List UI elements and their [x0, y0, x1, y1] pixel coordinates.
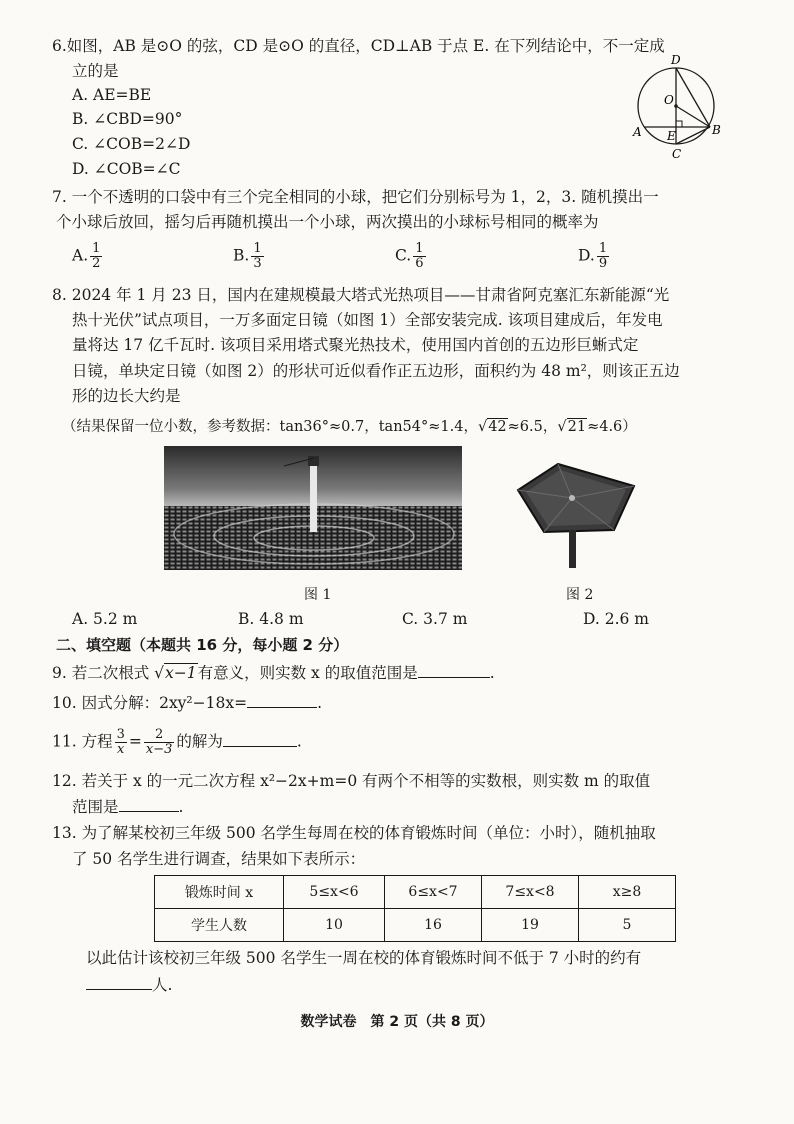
table-header: x≥8: [579, 876, 676, 909]
page-footer: 数学试卷 第 2 页（共 8 页）: [300, 1014, 494, 1030]
q8-option-c: C. 3.7 m: [402, 610, 468, 628]
q7-option-b: B. $\frac{1}{3}$: [233, 241, 262, 271]
table-row: [155, 909, 676, 942]
fraction: $\frac{1}{9}$: [598, 241, 608, 271]
table-header: 5≤x<6: [284, 876, 385, 909]
solar-field-photo: [164, 446, 462, 570]
table-cell: 5: [579, 909, 676, 942]
q8-line2: 热十光伏”试点项目，一万多面定日镜（如图 1）全部安装完成. 该项目建成后，年发电: [72, 311, 663, 329]
label-o: O: [664, 93, 674, 107]
q11: 11. 方程 $\frac{3}{x}$ = $\frac{2}{x-3}$ 的解为 .: [52, 727, 302, 757]
table-header: 6≤x<7: [385, 876, 482, 909]
q9: 9. 若二次根式 √x−1有意义，则实数 x 的取值范围是 .: [52, 664, 495, 682]
pentagon-mirror-photo: [514, 460, 638, 576]
fraction: $\frac{1}{3}$: [253, 241, 262, 271]
answer-blank[interactable]: [223, 732, 297, 747]
fraction: $\frac{1}{6}$: [415, 241, 424, 271]
fraction: $\frac{1}{2}$: [92, 241, 101, 271]
q8-option-a: A. 5.2 m: [72, 610, 138, 628]
q13-line4: 人.: [86, 974, 172, 996]
q12-line1: 12. 若关于 x 的一元二次方程 x²−2x+m=0 有两个不相等的实数根，则实数 m 的取值: [52, 772, 651, 790]
q10: 10. 因式分解：2xy²−18x= .: [52, 694, 323, 712]
q7-option-c: C. $\frac{1}{6}$: [395, 241, 424, 271]
q7-line1: 7. 一个不透明的口袋中有三个完全相同的小球，把它们分别标号为 1，2，3. 随机摸出一: [52, 188, 659, 206]
q7-option-d: D. $\frac{1}{9}$: [578, 241, 608, 271]
q6-option-d: D. ∠COB=∠C: [72, 160, 181, 178]
table-cell: 学生人数: [155, 909, 284, 942]
figure2-caption: 图 2: [566, 587, 594, 603]
q8-option-d: D. 2.6 m: [583, 610, 650, 628]
q6-option-c: C. ∠COB=2∠D: [72, 135, 191, 153]
q6-option-a: A. AE=BE: [72, 86, 152, 104]
answer-blank[interactable]: [119, 797, 179, 812]
table-header: 7≤x<8: [482, 876, 579, 909]
q13-line3: 以此估计该校初三年级 500 名学生一周在校的体育锻炼时间不低于 7 小时的约有: [86, 949, 642, 967]
q7-option-a: A. $\frac{1}{2}$: [72, 241, 101, 271]
answer-blank[interactable]: [418, 663, 490, 678]
q6-circle-figure: [628, 52, 728, 162]
q8-option-b: B. 4.8 m: [238, 610, 304, 628]
label-d: D: [671, 53, 681, 67]
figure1-caption: 图 1: [304, 587, 332, 603]
table-cell: 10: [284, 909, 385, 942]
label-b: B: [712, 123, 721, 137]
q6-option-b: B. ∠CBD=90°: [72, 110, 183, 128]
q13-line1: 13. 为了解某校初三年级 500 名学生每周在校的体育锻炼时间（单位：小时），随机抽取: [52, 824, 656, 842]
q13-line2: 了 50 名学生进行调查，结果如下表所示：: [72, 850, 366, 868]
q6-line1: 6.如图，AB 是⊙O 的弦，CD 是⊙O 的直径，CD⊥AB 于点 E. 在下列结论中，不一定成: [52, 37, 665, 55]
fraction: $\frac{3}{x}$: [116, 727, 125, 757]
label-a: A: [633, 125, 642, 139]
fraction: $\frac{2}{x-3}$: [145, 727, 173, 757]
q8-line4: 日镜，单块定日镜（如图 2）的形状可近似看作正五边形，面积约为 48 m²，则该正五边: [72, 362, 680, 380]
q6-line2: 立的是: [72, 62, 119, 80]
table-row: [155, 876, 676, 909]
q8-line5: 形的边长大约是: [72, 387, 181, 405]
table-cell: 19: [482, 909, 579, 942]
section-heading: 二、填空题（本题共 16 分，每小题 2 分）: [56, 636, 349, 654]
label-e: E: [667, 129, 676, 143]
answer-blank[interactable]: [247, 693, 317, 708]
table-header: 锻炼时间 x: [155, 876, 284, 909]
q8-line1: 8. 2024 年 1 月 23 日，国内在建规模最大塔式光热项目——甘肃省阿克塞汇东新能源“光: [52, 286, 670, 304]
q8-note: （结果保留一位小数，参考数据：tan36°≈0.7，tan54°≈1.4，√42≈6.5，√21≈4.6）: [62, 419, 637, 435]
exercise-time-table: [154, 875, 676, 942]
q8-line3: 量将达 17 亿千瓦时. 该项目采用塔式聚光热技术，使用国内首创的五边形巨蜥式定: [72, 336, 639, 354]
q12-line2: 范围是 .: [72, 798, 184, 816]
table-cell: 16: [385, 909, 482, 942]
answer-blank[interactable]: [86, 975, 152, 990]
label-c: C: [672, 147, 682, 161]
q7-line2: 个小球后放回，摇匀后再随机摸出一个小球，两次摸出的小球标号相同的概率为: [56, 213, 599, 231]
